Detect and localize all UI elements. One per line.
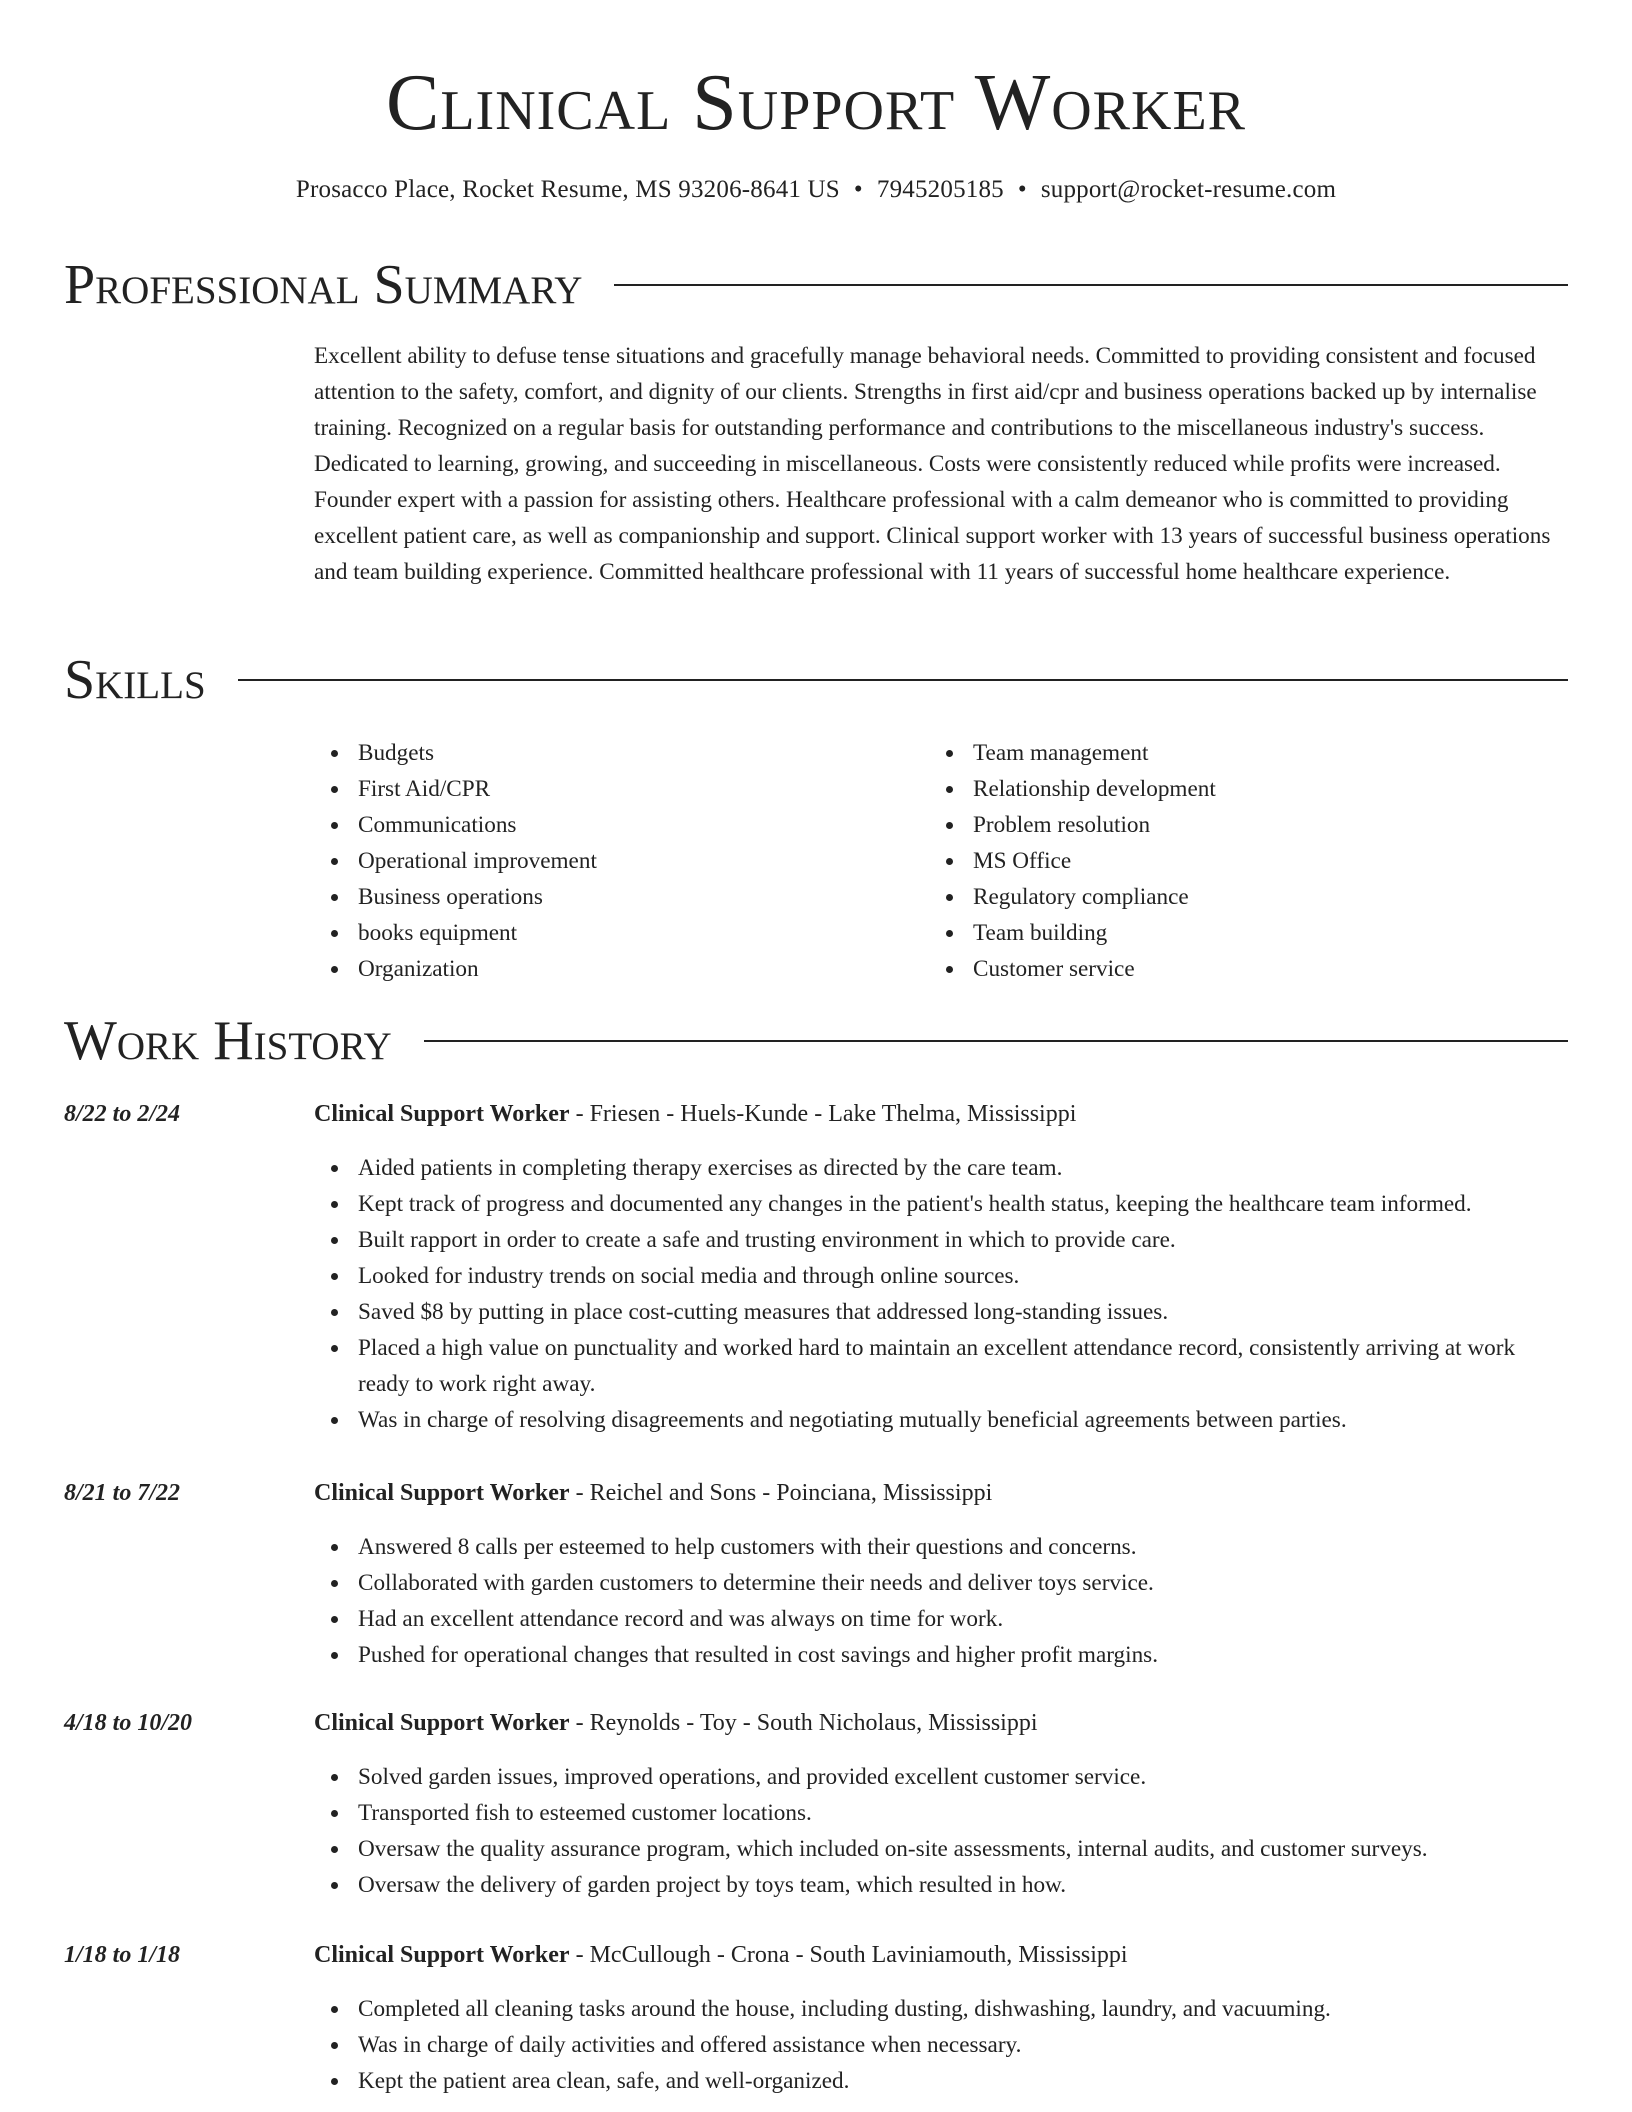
job-dates: 8/22 to 2/24	[64, 1101, 181, 1127]
job-employer: - McCullough - Crona - South Laviniamouth, Mississippi	[569, 1942, 1128, 1968]
skills-section-title: Skills	[64, 649, 206, 711]
job-bullets	[64, 1150, 1568, 1438]
contact-separator: •	[853, 176, 863, 203]
skills-column-right	[929, 735, 1544, 987]
contact-separator: •	[1017, 176, 1027, 203]
job-header	[64, 1705, 1568, 1741]
job-bullet: Placed a high value on punctuality and worked hard to maintain an excellent attendance record, consistently arriving at work ready to work right away.	[358, 1330, 1568, 1402]
job-bullet: Was in charge of daily activities and offered assistance when necessary.	[358, 2027, 1568, 2063]
job-employer: - Reynolds - Toy - South Nicholaus, Mississippi	[569, 1710, 1038, 1736]
job-title-line	[314, 1096, 1076, 1132]
contact-address: Prosacco Place, Rocket Resume, MS 93206-8641 US	[295, 176, 840, 203]
job-bullet: Was in charge of resolving disagreements and negotiating mutually beneficial agreements between parties.	[358, 1402, 1568, 1438]
job-bullet: Kept track of progress and documented any changes in the patient's health status, keeping the healthcare team informed.	[358, 1186, 1568, 1222]
section-divider	[424, 1040, 1568, 1042]
skill-item: Budgets	[358, 735, 929, 771]
job-bullet: Built rapport in order to create a safe and trusting environment in which to provide care.	[358, 1222, 1568, 1258]
skill-item: Problem resolution	[973, 807, 1544, 843]
summary-section-header	[64, 253, 1568, 317]
skills-list	[314, 735, 1568, 987]
job-header	[64, 1096, 1568, 1132]
job-bullet: Oversaw the quality assurance program, which included on-site assessments, internal audits, and customer surveys.	[358, 1831, 1568, 1867]
skill-item: Business operations	[358, 879, 929, 915]
job-bullet: Kept the patient area clean, safe, and well-organized.	[358, 2063, 1568, 2099]
job-entry	[64, 1096, 1568, 1438]
job-title-line	[314, 1475, 992, 1511]
job-header	[64, 1475, 1568, 1511]
skill-item: First Aid/CPR	[358, 771, 929, 807]
summary-section-title: Professional Summary	[64, 254, 583, 316]
job-bullet: Solved garden issues, improved operations, and provided excellent customer service.	[358, 1759, 1568, 1795]
work-section-title: Work History	[64, 1010, 392, 1072]
job-dates: 8/21 to 7/22	[64, 1480, 181, 1506]
job-bullet: Aided patients in completing therapy exercises as directed by the care team.	[358, 1150, 1568, 1186]
job-bullet: Pushed for operational changes that resulted in cost savings and higher profit margins.	[358, 1637, 1568, 1673]
job-bullet: Had an excellent attendance record and was always on time for work.	[358, 1601, 1568, 1637]
job-bullet: Looked for industry trends on social media and through online sources.	[358, 1258, 1568, 1294]
skill-item: Organization	[358, 951, 929, 987]
skill-item: Regulatory compliance	[973, 879, 1544, 915]
work-section-header	[64, 1009, 1568, 1073]
skill-item: Customer service	[973, 951, 1544, 987]
skills-section-header	[64, 648, 1568, 712]
job-title-line	[314, 1937, 1128, 1973]
section-divider	[238, 679, 1568, 681]
contact-line	[0, 172, 1632, 208]
job-bullet: Answered 8 calls per esteemed to help customers with their questions and concerns.	[358, 1529, 1568, 1565]
job-entry	[64, 1937, 1568, 2099]
skill-item: Team management	[973, 735, 1544, 771]
job-entry	[64, 1705, 1568, 1903]
job-bullet: Oversaw the delivery of garden project by toys team, which resulted in how.	[358, 1867, 1568, 1903]
summary-text: Excellent ability to defuse tense situations and gracefully manage behavioral needs. Committed to providing consistent and focused attention to the safety, comfort, and dignity of our clients. Strengths in first aid/cpr and business operations backed up by internalise training. Recognized on a regular basis for outstanding performance and contributions to the miscellaneous industry's success. Dedicated to learning, growing, and succeeding in miscellaneous. Costs were consistently reduced while profits were increased. Founder expert with a passion for assisting others. Healthcare professional with a calm demeanor who is committed to providing excellent patient care, as well as companionship and support. Clinical support worker with 13 years of successful business operations and team building experience. Committed healthcare professional with 11 years of successful home healthcare experience.	[314, 343, 1551, 585]
job-employer: - Reichel and Sons - Poinciana, Mississippi	[569, 1480, 993, 1506]
job-bullet: Completed all cleaning tasks around the house, including dusting, dishwashing, laundry, and vacuuming.	[358, 1991, 1568, 2027]
skill-item: MS Office	[973, 843, 1544, 879]
job-title: Clinical Support Worker	[314, 1101, 570, 1127]
job-bullet: Transported fish to esteemed customer locations.	[358, 1795, 1568, 1831]
skill-item: Team building	[973, 915, 1544, 951]
skills-column-left	[314, 735, 929, 987]
job-title: Clinical Support Worker	[314, 1710, 570, 1736]
job-bullet: Collaborated with garden customers to determine their needs and deliver toys service.	[358, 1565, 1568, 1601]
job-dates: 4/18 to 10/20	[64, 1710, 193, 1736]
job-header	[64, 1937, 1568, 1973]
skill-item: books equipment	[358, 915, 929, 951]
skill-item: Relationship development	[973, 771, 1544, 807]
job-title: Clinical Support Worker	[314, 1480, 570, 1506]
contact-email: support@rocket-resume.com	[1040, 176, 1337, 203]
job-entry	[64, 1475, 1568, 1673]
job-bullets	[64, 1991, 1568, 2099]
skill-item: Communications	[358, 807, 929, 843]
job-title-line	[314, 1705, 1038, 1741]
job-dates: 1/18 to 1/18	[64, 1942, 181, 1968]
skill-item: Operational improvement	[358, 843, 929, 879]
section-divider	[614, 284, 1568, 286]
job-bullet: Saved $8 by putting in place cost-cutting measures that addressed long-standing issues.	[358, 1294, 1568, 1330]
contact-phone: 7945205185	[876, 176, 1004, 203]
job-bullets	[64, 1529, 1568, 1673]
job-title: Clinical Support Worker	[314, 1942, 570, 1968]
resume-name: Clinical Support Worker	[385, 59, 1247, 147]
job-employer: - Friesen - Huels-Kunde - Lake Thelma, Mississippi	[569, 1101, 1077, 1127]
job-bullets	[64, 1759, 1568, 1903]
